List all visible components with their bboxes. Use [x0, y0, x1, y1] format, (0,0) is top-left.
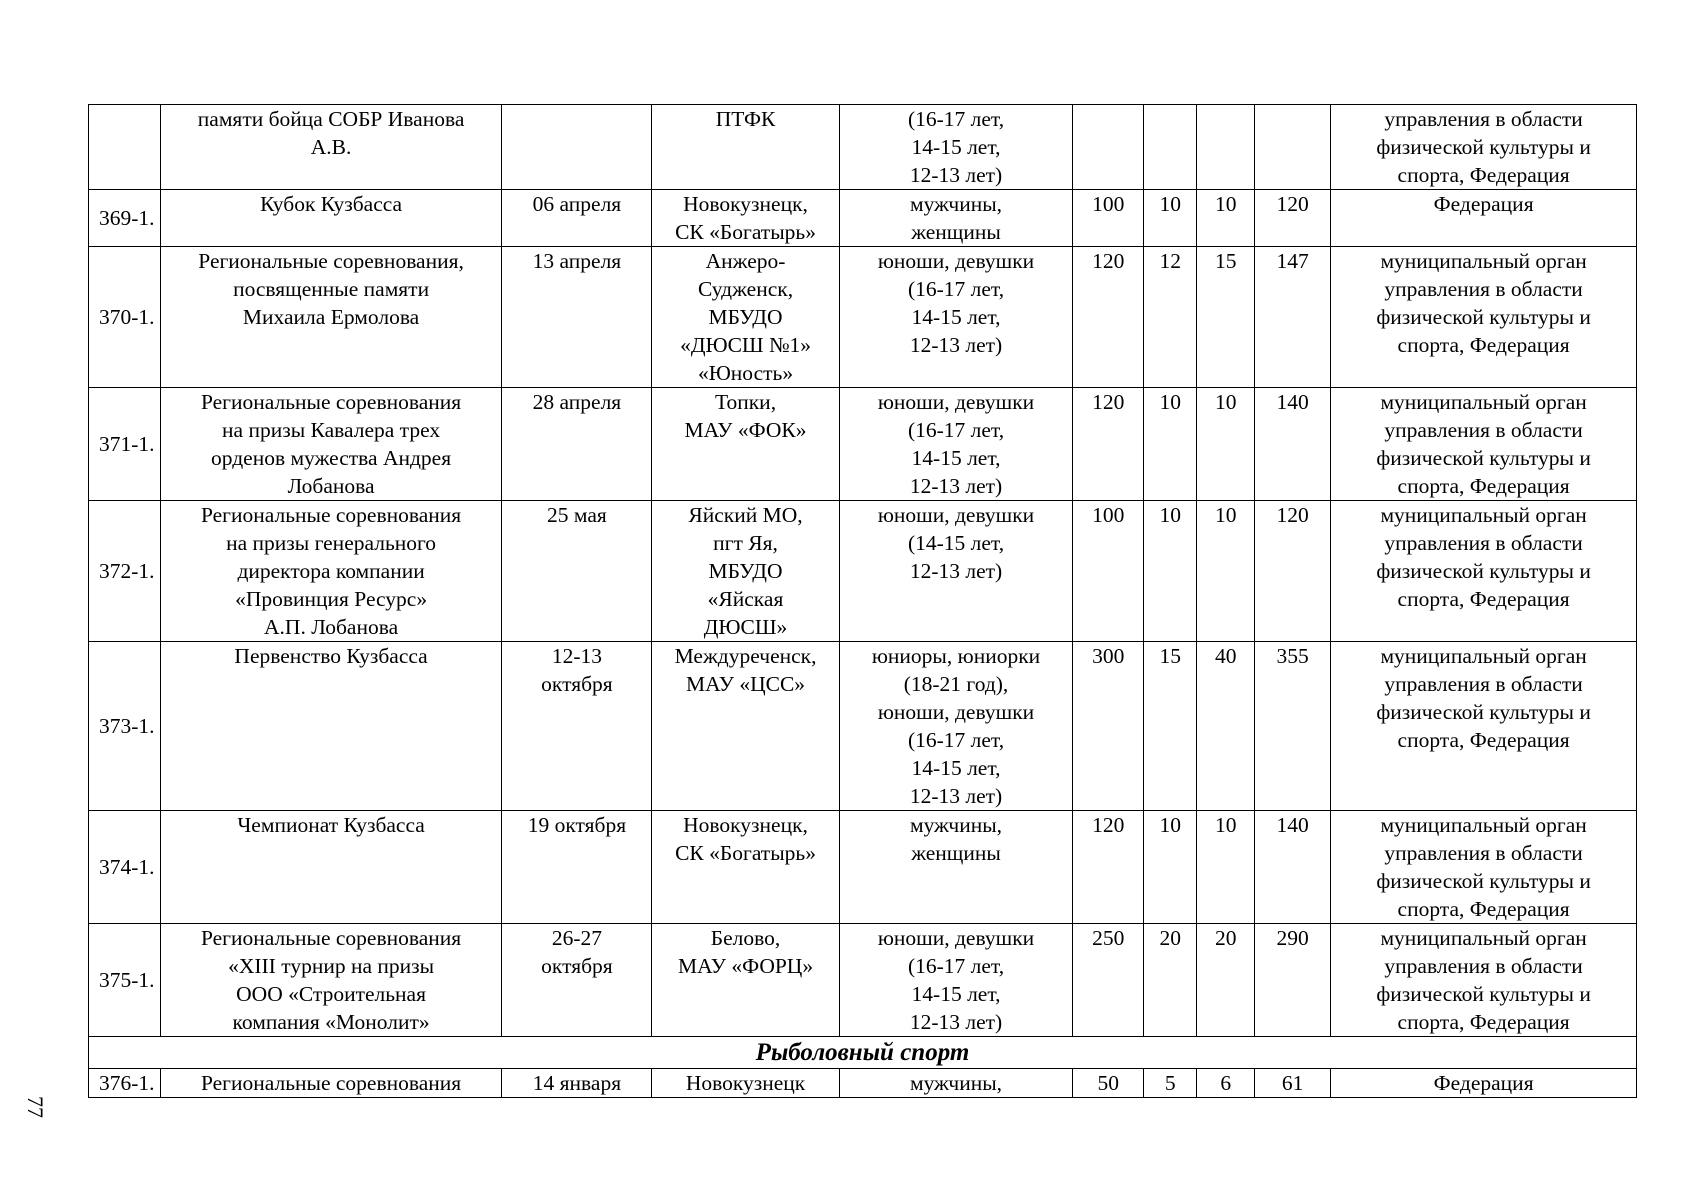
page-number: 77	[23, 1096, 48, 1118]
count-judges	[1197, 105, 1255, 190]
count-athletes: 120	[1073, 247, 1144, 388]
participants: (16-17 лет, 14-15 лет, 12-13 лет)	[839, 105, 1073, 190]
count-total: 147	[1255, 247, 1331, 388]
count-judges: 15	[1197, 247, 1255, 388]
organizer: Федерация	[1331, 190, 1637, 247]
event-date: 06 апреля	[502, 190, 652, 247]
table-row	[89, 190, 1637, 247]
participants: юноши, девушки (16-17 лет, 14-15 лет, 12-13 лет)	[839, 247, 1073, 388]
row-number: 376-1.	[89, 1069, 161, 1098]
event-date: 25 мая	[502, 501, 652, 642]
count-total: 290	[1255, 924, 1331, 1037]
organizer: муниципальный орган управления в области физической культуры и спорта, Федерация	[1331, 924, 1637, 1037]
event-date: 12-13 октября	[502, 642, 652, 811]
count-coaches: 10	[1144, 388, 1197, 501]
event-date	[502, 105, 652, 190]
event-place: Белово, МАУ «ФОРЦ»	[652, 924, 839, 1037]
event-place: Новокузнецк, СК «Богатырь»	[652, 811, 839, 924]
participants: юноши, девушки (16-17 лет, 14-15 лет, 12-13 лет)	[839, 388, 1073, 501]
event-place: Топки, МАУ «ФОК»	[652, 388, 839, 501]
count-total: 355	[1255, 642, 1331, 811]
row-number: 372-1.	[89, 501, 161, 642]
organizer: муниципальный орган управления в области физической культуры и спорта, Федерация	[1331, 247, 1637, 388]
events-table	[88, 104, 1637, 1098]
count-coaches: 5	[1144, 1069, 1197, 1098]
organizer: муниципальный орган управления в области физической культуры и спорта, Федерация	[1331, 388, 1637, 501]
count-coaches: 10	[1144, 501, 1197, 642]
event-date: 19 октября	[502, 811, 652, 924]
row-number: 371-1.	[89, 388, 161, 501]
participants: юноши, девушки (14-15 лет, 12-13 лет)	[839, 501, 1073, 642]
row-number: 370-1.	[89, 247, 161, 388]
organizer: муниципальный орган управления в области физической культуры и спорта, Федерация	[1331, 642, 1637, 811]
count-athletes: 50	[1073, 1069, 1144, 1098]
participants: юниоры, юниорки (18-21 год), юноши, девушки (16-17 лет, 14-15 лет, 12-13 лет)	[839, 642, 1073, 811]
count-athletes	[1073, 105, 1144, 190]
event-place: Междуреченск, МАУ «ЦСС»	[652, 642, 839, 811]
participants: мужчины,	[839, 1069, 1073, 1098]
count-athletes: 100	[1073, 190, 1144, 247]
count-judges: 40	[1197, 642, 1255, 811]
count-total: 61	[1255, 1069, 1331, 1098]
table-row	[89, 105, 1637, 190]
participants: юноши, девушки (16-17 лет, 14-15 лет, 12-13 лет)	[839, 924, 1073, 1037]
event-date: 26-27 октября	[502, 924, 652, 1037]
count-athletes: 100	[1073, 501, 1144, 642]
count-athletes: 300	[1073, 642, 1144, 811]
count-total	[1255, 105, 1331, 190]
table-row	[89, 388, 1637, 501]
section-row	[89, 1037, 1637, 1069]
event-name: Региональные соревнования, посвященные памяти Михаила Ермолова	[160, 247, 502, 388]
count-total: 120	[1255, 501, 1331, 642]
participants: мужчины, женщины	[839, 811, 1073, 924]
event-date: 28 апреля	[502, 388, 652, 501]
count-athletes: 120	[1073, 388, 1144, 501]
count-coaches: 20	[1144, 924, 1197, 1037]
event-name: Региональные соревнования	[160, 1069, 502, 1098]
count-total: 140	[1255, 388, 1331, 501]
event-place: Новокузнецк	[652, 1069, 839, 1098]
event-name: Региональные соревнования на призы Кавалера трех орденов мужества Андрея Лобанова	[160, 388, 502, 501]
count-judges: 20	[1197, 924, 1255, 1037]
table-row	[89, 247, 1637, 388]
event-place: Новокузнецк, СК «Богатырь»	[652, 190, 839, 247]
organizer: управления в области физической культуры и спорта, Федерация	[1331, 105, 1637, 190]
count-coaches: 10	[1144, 811, 1197, 924]
row-number	[89, 105, 161, 190]
count-judges: 10	[1197, 190, 1255, 247]
count-total: 120	[1255, 190, 1331, 247]
table-body	[89, 105, 1637, 1098]
count-coaches	[1144, 105, 1197, 190]
row-number: 369-1.	[89, 190, 161, 247]
event-name: памяти бойца СОБР Иванова А.В.	[160, 105, 502, 190]
event-place: Анжеро- Судженск, МБУДО «ДЮСШ №1» «Юность»	[652, 247, 839, 388]
count-coaches: 15	[1144, 642, 1197, 811]
event-place: Яйский МО, пгт Яя, МБУДО «Яйская ДЮСШ»	[652, 501, 839, 642]
count-athletes: 250	[1073, 924, 1144, 1037]
section-title: Рыболовный спорт	[89, 1037, 1637, 1069]
table-row	[89, 811, 1637, 924]
event-name: Кубок Кузбасса	[160, 190, 502, 247]
event-name: Региональные соревнования «XIII турнир на призы ООО «Строительная компания «Монолит»	[160, 924, 502, 1037]
count-coaches: 10	[1144, 190, 1197, 247]
row-number: 373-1.	[89, 642, 161, 811]
event-name: Региональные соревнования на призы генерального директора компании «Провинция Ресурс» А.П. Лобанова	[160, 501, 502, 642]
count-athletes: 120	[1073, 811, 1144, 924]
table-row	[89, 501, 1637, 642]
count-total: 140	[1255, 811, 1331, 924]
count-judges: 10	[1197, 388, 1255, 501]
participants: мужчины, женщины	[839, 190, 1073, 247]
count-judges: 6	[1197, 1069, 1255, 1098]
organizer: Федерация	[1331, 1069, 1637, 1098]
event-name: Чемпионат Кузбасса	[160, 811, 502, 924]
organizer: муниципальный орган управления в области физической культуры и спорта, Федерация	[1331, 811, 1637, 924]
count-coaches: 12	[1144, 247, 1197, 388]
event-date: 13 апреля	[502, 247, 652, 388]
table-row	[89, 924, 1637, 1037]
organizer: муниципальный орган управления в области физической культуры и спорта, Федерация	[1331, 501, 1637, 642]
row-number: 374-1.	[89, 811, 161, 924]
count-judges: 10	[1197, 501, 1255, 642]
row-number: 375-1.	[89, 924, 161, 1037]
table-row	[89, 1069, 1637, 1098]
event-name: Первенство Кузбасса	[160, 642, 502, 811]
event-date: 14 января	[502, 1069, 652, 1098]
event-place: ПТФК	[652, 105, 839, 190]
table-row	[89, 642, 1637, 811]
count-judges: 10	[1197, 811, 1255, 924]
